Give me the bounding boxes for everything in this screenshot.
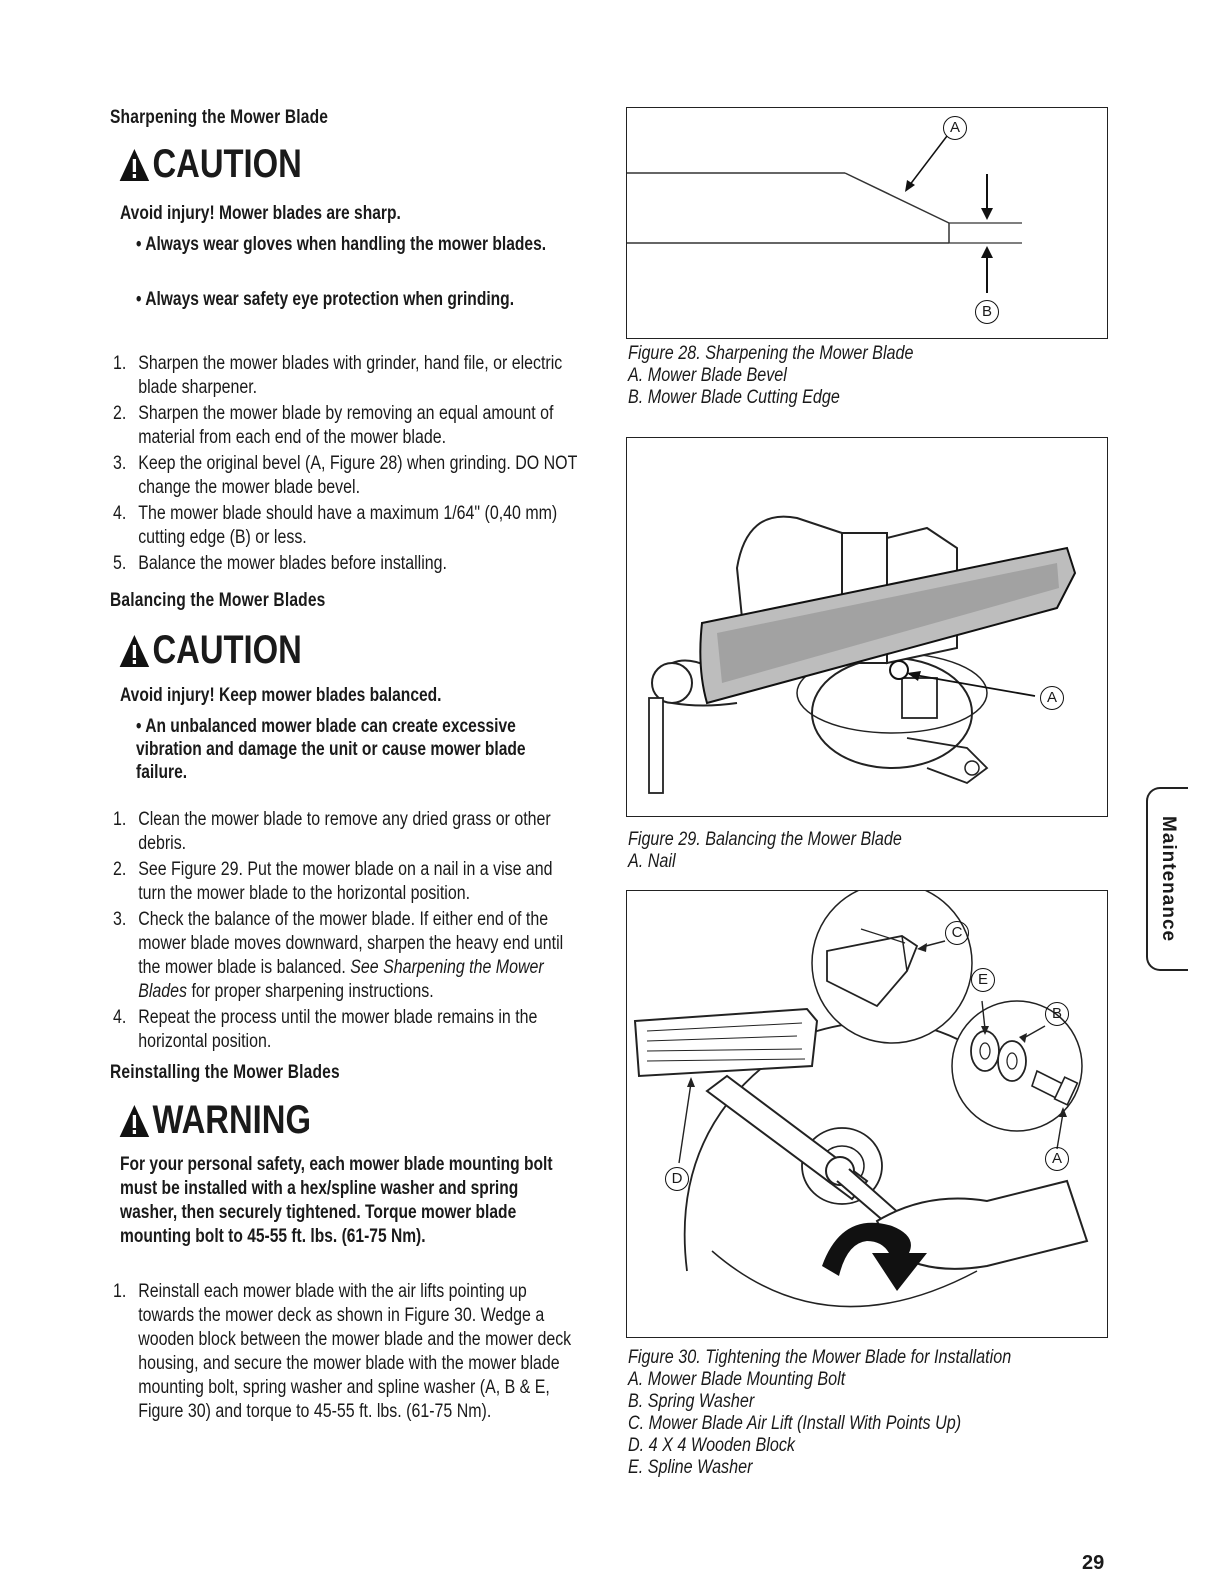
blade-bevel-diagram <box>627 108 1107 338</box>
section-heading-reinstalling: Reinstalling the Mower Blades <box>110 1062 340 1083</box>
section-heading-balancing: Balancing the Mower Blades <box>110 590 326 611</box>
caution-word: CAUTION <box>152 628 302 672</box>
balancing-steps <box>113 808 673 1056</box>
figure-28-diagram <box>626 107 1108 339</box>
caution-bullet-1a: • Always wear gloves when handling the mower blades. <box>136 234 547 255</box>
figure-30-caption: Figure 30. Tightening the Mower Blade for Installation A. Mower Blade Mounting Bolt B. Spring Washer C. Mower Blade Air Lift (Install With Points Up) D. 4 X 4 Wooden Block E. Spline Washer <box>628 1347 1012 1478</box>
warning-body: For your personal safety, each mower blade mounting bolt must be installed with a hex/spline washer and spring washer, then securely tightened. Torque mower blade mounting bolt to 45-55 ft. lbs. (61-75 Nm). <box>120 1154 553 1247</box>
caution-lead-1: Avoid injury! Mower blades are sharp. <box>120 203 401 224</box>
figure-28-caption: Figure 28. Sharpening the Mower Blade A. Mower Blade Bevel B. Mower Blade Cutting Edge <box>628 343 914 408</box>
sharpening-steps <box>113 352 673 578</box>
warning-triangle-icon <box>118 633 151 669</box>
callout-a: A <box>943 116 967 140</box>
caution-bullet-1b: • Always wear safety eye protection when grinding. <box>136 289 515 310</box>
vise-blade-illustration <box>627 438 1107 816</box>
list-item: 3. Check the balance of the mower blade. If either end of the mower blade moves downward, sharpen the heavy end until the mower blade is balanced. See Sharpening the Mower Blades for proper sharpening instructions. <box>113 909 564 1002</box>
caution-word: CAUTION <box>152 142 302 186</box>
callout-c: C <box>945 921 969 945</box>
list-item: 2. See Figure 29. Put the mower blade on a nail in a vise and turn the mower blade to the horizontal position. <box>113 859 553 904</box>
caution-signal-1 <box>118 142 302 187</box>
list-item: 4. Repeat the process until the mower blade remains in the horizontal position. <box>113 1007 538 1052</box>
page-number: 29 <box>1082 1552 1105 1574</box>
list-item: 4. The mower blade should have a maximum 1/64" (0,40 mm) cutting edge (B) or less. <box>113 503 558 548</box>
figure-29-diagram <box>626 437 1108 817</box>
section-heading-sharpening: Sharpening the Mower Blade <box>110 107 329 128</box>
warning-signal <box>118 1098 311 1143</box>
reinstalling-steps <box>113 1280 673 1426</box>
cross-reference: See Sharpening the Mower Blades <box>138 957 544 1002</box>
warning-triangle-icon <box>118 1103 151 1139</box>
figure-29-caption: Figure 29. Balancing the Mower Blade A. Nail <box>628 829 902 872</box>
list-item: 5. Balance the mower blades before installing. <box>113 553 447 574</box>
callout-a: A <box>1045 1147 1069 1171</box>
blade-installation-illustration <box>627 891 1107 1337</box>
caution-lead-2: Avoid injury! Keep mower blades balanced. <box>120 685 442 706</box>
figure-30-diagram <box>626 890 1108 1338</box>
callout-a: A <box>1040 686 1064 710</box>
warning-word: WARNING <box>152 1098 311 1142</box>
warning-triangle-icon <box>118 147 151 183</box>
callout-d: D <box>665 1167 689 1191</box>
list-item: 3. Keep the original bevel (A, Figure 28) when grinding. DO NOT change the mower blade bevel. <box>113 453 578 498</box>
list-item: 1. Sharpen the mower blades with grinder, hand file, or electric blade sharpener. <box>113 353 563 398</box>
caution-signal-2 <box>118 628 302 673</box>
list-item: 1. Clean the mower blade to remove any dried grass or other debris. <box>113 809 551 854</box>
callout-e: E <box>971 968 995 992</box>
section-tab-maintenance[interactable] <box>1146 787 1188 971</box>
list-item: 2. Sharpen the mower blade by removing an equal amount of material from each end of the mower blade. <box>113 403 554 448</box>
caution-bullet-2a: • An unbalanced mower blade can create excessive vibration and damage the unit or cause mower blade failure. <box>136 716 526 783</box>
callout-b: B <box>1045 1002 1069 1026</box>
callout-b: B <box>975 300 999 324</box>
list-item: 1. Reinstall each mower blade with the air lifts pointing up towards the mower deck as shown in Figure 30. Wedge a wooden block between the mower blade and the mower deck housing, and secure the mower blade with the mower blade mounting bolt, spring washer and spline washer (A, B & E, Figure 30) and torque to 45-55 ft. lbs. (61-75 Nm). <box>113 1281 572 1422</box>
tab-label: Maintenance <box>1158 815 1179 943</box>
